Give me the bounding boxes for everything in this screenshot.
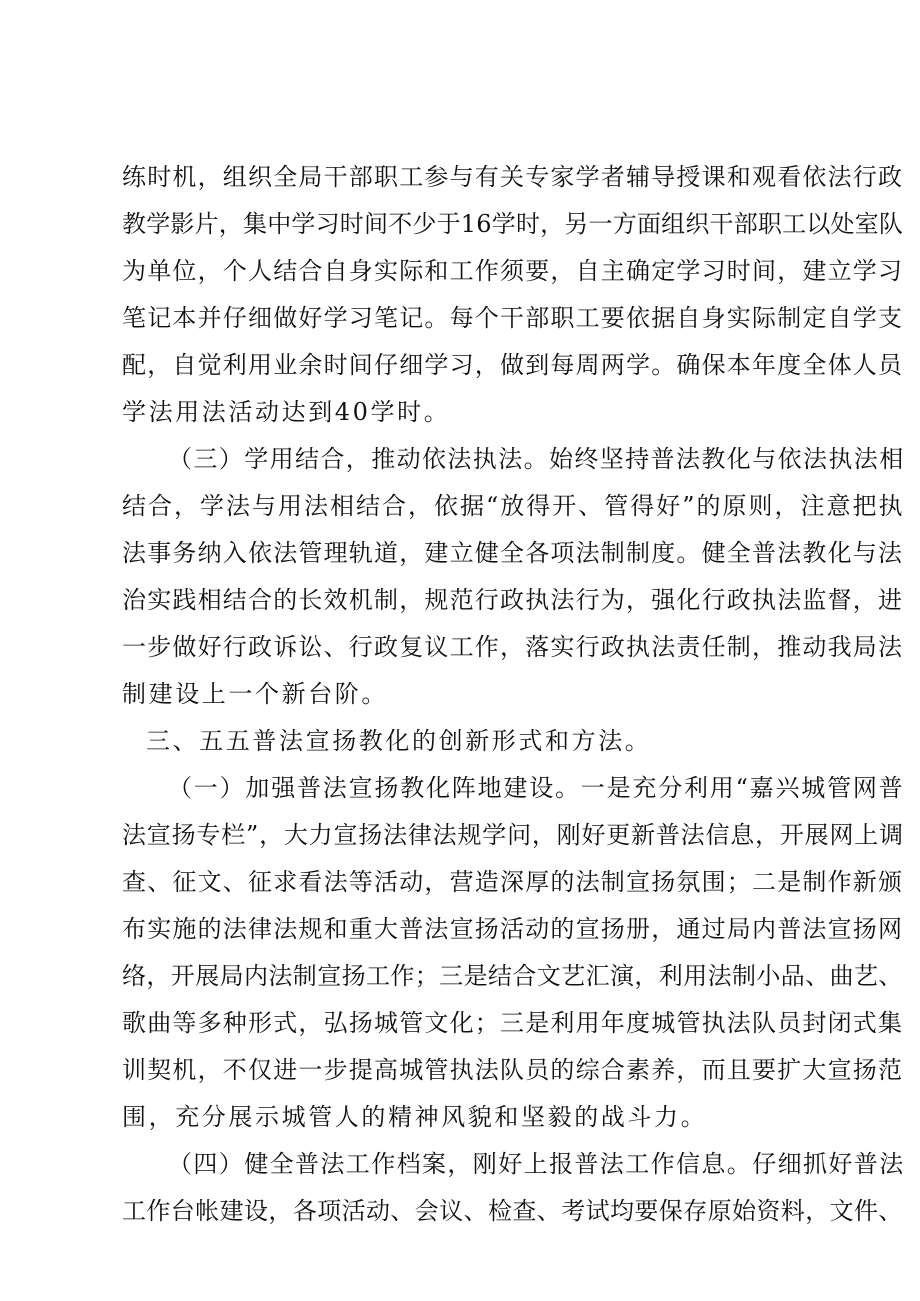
text-line: （四）健全普法工作档案，刚好上报普法工作信息。仔细抓好普法 bbox=[168, 1150, 905, 1178]
text-line: 学法用法活动达到40学时。 bbox=[122, 398, 451, 426]
text-line: 工作台帐建设，各项活动、会议、检查、考试均要保存原始资料，文件、 bbox=[122, 1197, 903, 1225]
text-line: 治实践相结合的长效机制，规范行政执法行为，强化行政执法监督，进 bbox=[122, 586, 904, 614]
text-line: 教学影片，集中学习时间不少于16学时，另一方面组织干部职工以处室队 bbox=[122, 210, 904, 238]
text-line: 法宣扬专栏”，大力宣扬法律法规学问，刚好更新普法信息，开展网上调 bbox=[122, 821, 904, 849]
text-line: 笔记本并仔细做好学习笔记。每个干部职工要依据自身实际制定自学支 bbox=[122, 304, 904, 332]
text-line: 查、征文、征求看法等活动，营造深厚的法制宣扬氛围；二是制作新颁 bbox=[122, 868, 904, 896]
text-line: 布实施的法律法规和重大普法宣扬活动的宣扬册，通过局内普法宣扬网 bbox=[122, 915, 904, 943]
text-line: 配，自觉利用业余时间仔细学习，做到每周两学。确保本年度全体人员 bbox=[122, 351, 904, 379]
text-line: 制建设上一个新台阶。 bbox=[122, 680, 388, 708]
text-line: （三）学用结合，推动依法执法。始终坚持普法教化与依法执法相 bbox=[168, 445, 905, 473]
text-line: 训契机，不仅进一步提高城管执法队员的综合素养，而且要扩大宣扬范 bbox=[122, 1056, 904, 1084]
text-line: 练时机，组织全局干部职工参与有关专家学者辅导授课和观看依法行政 bbox=[122, 163, 904, 191]
text-line: 围，充分展示城管人的精神风貌和坚毅的战斗力。 bbox=[122, 1103, 708, 1131]
text-line: 络，开展局内法制宣扬工作；三是结合文艺汇演，利用法制小品、曲艺、 bbox=[122, 962, 903, 990]
text-line: 歌曲等多种形式，弘扬城管文化；三是利用年度城管执法队员封闭式集 bbox=[122, 1009, 904, 1037]
text-line: （一）加强普法宣扬教化阵地建设。一是充分利用“嘉兴城管网普 bbox=[168, 774, 905, 802]
text-line: 结合，学法与用法相结合，依据“放得开、管得好”的原则，注意把执 bbox=[122, 492, 905, 520]
text-line: 为单位，个人结合自身实际和工作须要，自主确定学习时间，建立学习 bbox=[122, 257, 904, 285]
text-line: 法事务纳入依法管理轨道，建立健全各项法制制度。健全普法教化与法 bbox=[122, 539, 904, 567]
text-line: 一步做好行政诉讼、行政复议工作，落实行政执法责任制，推动我局法 bbox=[122, 633, 904, 661]
section-heading: 三、五五普法宣扬教化的创新形式和方法。 bbox=[146, 727, 652, 755]
